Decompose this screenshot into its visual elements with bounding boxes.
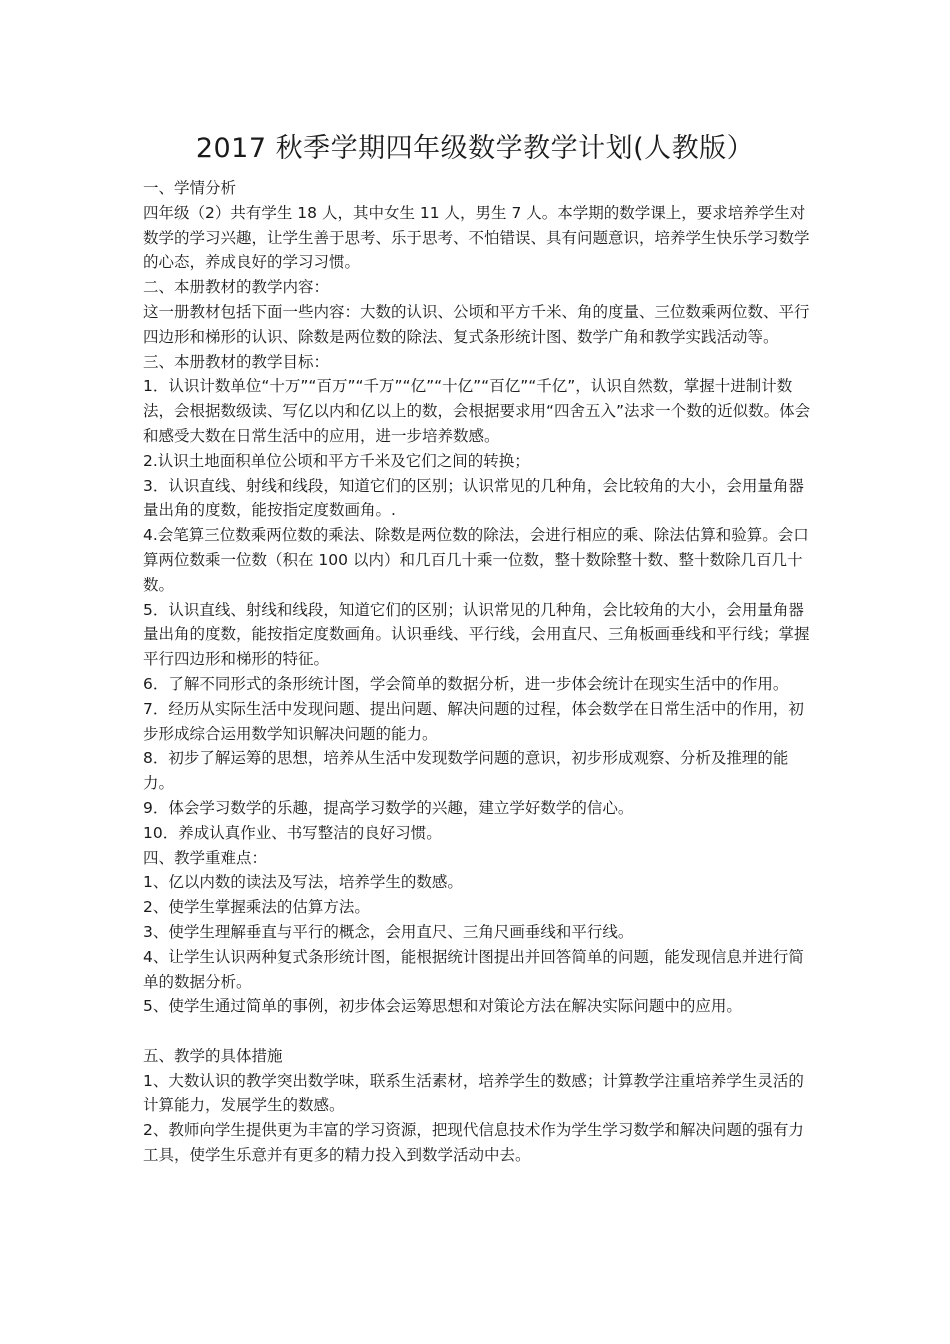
measure-item: 1、大数认识的教学突出数学味，联系生活素材，培养学生的数感；计算教学注重培养学生灵活的计算能力，发展学生的数感。 [143, 1071, 804, 1115]
goal-item: 6．了解不同形式的条形统计图，学会简单的数据分析，进一步体会统计在现实生活中的作用。 [143, 674, 789, 693]
document-title: 2017 秋季学期四年级数学教学计划(人教版） [195, 133, 755, 164]
goal-item: 1．认识计数单位“十万”“百万”“千万”“亿”“十亿”“百亿”“千亿”，认识自然数，掌握十进制计数法，会根据数级读、写亿以内和亿以上的数，会根据要求用“四舍五入”法求一个数的近似数。体会和感受大数在日常生活中的应用，进一步培养数感。 [143, 377, 811, 445]
goal-item: 4.会笔算三位数乘两位数的乘法、除数是两位数的除法，会进行相应的乘、除法估算和验算。会口算两位数乘一位数（积在 100 以内）和几百几十乘一位数，整十数除整十数、整十数除几百几十数。 [143, 526, 809, 594]
key-point-item: 4、让学生认识两种复式条形统计图，能根据统计图提出并回答简单的问题，能发现信息并进行简单的数据分析。 [143, 947, 804, 991]
key-point-item: 1、亿以内数的读法及写法，培养学生的数感。 [143, 873, 463, 892]
key-point-item: 2、使学生掌握乘法的估算方法。 [143, 898, 370, 917]
goal-item: 10．养成认真作业、书写整洁的良好习惯。 [143, 823, 442, 842]
goal-item: 7．经历从实际生活中发现问题、提出问题、解决问题的过程，体会数学在日常生活中的作用，初步形成综合运用数学知识解决问题的能力。 [143, 699, 804, 743]
goal-item: 8．初步了解运筹的思想，培养从生活中发现数学问题的意识，初步形成观察、分析及推理的能力。 [143, 749, 789, 793]
measure-item: 2、教师向学生提供更为丰富的学习资源，把现代信息技术作为学生学习数学和解决问题的强有力工具，使学生乐意并有更多的精力投入到数学活动中去。 [143, 1121, 804, 1165]
section-heading-4: 四、教学重难点： [143, 848, 268, 867]
blank-line [143, 1019, 811, 1044]
key-point-item: 5、使学生通过简单的事例，初步体会运筹思想和对策论方法在解决实际问题中的应用。 [143, 997, 742, 1016]
document-body [143, 176, 811, 1168]
paragraph: 四年级（2）共有学生 18 人，其中女生 11 人，男生 7 人。本学期的数学课上，要求培养学生对数学的学习兴趣，让学生善于思考、乐于思考、不怕错误、具有问题意识，培养学生快乐学习数学的心态，养成良好的学习习惯。 [143, 203, 810, 272]
goal-item: 3．认识直线、射线和线段，知道它们的区别；认识常见的几种角，会比较角的大小，会用量角器量出角的度数，能按指定度数画角。. [143, 476, 804, 520]
section-heading-2: 二、本册教材的教学内容： [143, 278, 330, 297]
goal-item: 5．认识直线、射线和线段，知道它们的区别；认识常见的几种角，会比较角的大小，会用量角器量出角的度数，能按指定度数画角。认识垂线、平行线，会用直尺、三角板画垂线和平行线；掌握平行四边形和梯形的特征。 [143, 600, 810, 669]
paragraph: 这一册教材包括下面一些内容：大数的认识、公顷和平方千米、角的度量、三位数乘两位数、平行四边形和梯形的认识、除数是两位数的除法、复式条形统计图、数学广角和教学实践活动等。 [143, 302, 810, 346]
key-point-item: 3、使学生理解垂直与平行的概念，会用直尺、三角尺画垂线和平行线。 [143, 922, 634, 941]
goal-item: 9．体会学习数学的乐趣，提高学习数学的兴趣，建立学好数学的信心。 [143, 798, 634, 817]
section-heading-5: 五、教学的具体措施 [143, 1046, 283, 1065]
goal-item: 2.认识土地面积单位公顷和平方千米及它们之间的转换； [143, 451, 530, 470]
section-heading-1: 一、学情分析 [143, 179, 237, 197]
section-heading-3: 三、本册教材的教学目标： [143, 352, 330, 371]
